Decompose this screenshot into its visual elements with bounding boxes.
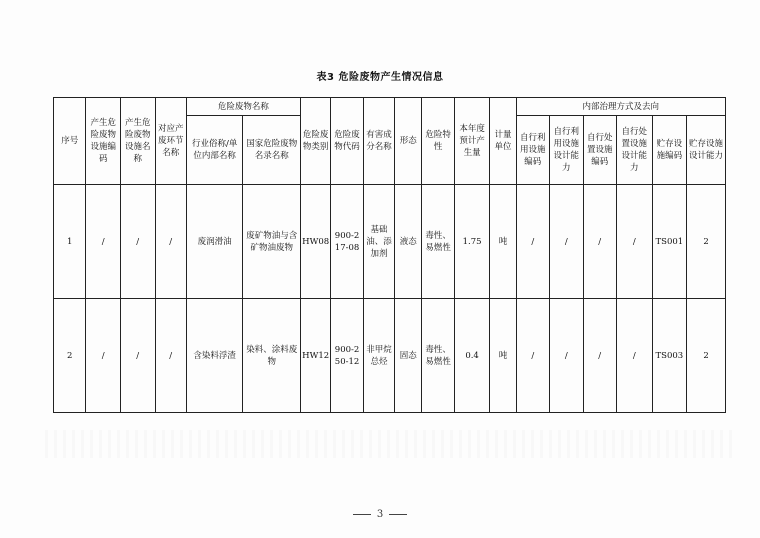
- table-row: [54, 185, 726, 299]
- cell-seq: 2: [54, 299, 86, 413]
- hazardous-waste-table: [53, 97, 726, 413]
- cell-harmful: 非甲烷总烃: [363, 299, 394, 413]
- cell-category: HW12: [300, 299, 330, 413]
- cell-annual: 1.75: [454, 185, 490, 299]
- cell-seq: 1: [54, 185, 86, 299]
- cell-annual: 0.4: [454, 299, 490, 413]
- page-footer: [0, 509, 760, 520]
- cell-national-name: 染料、涂料废物: [243, 299, 301, 413]
- cell-self-dispose-cap: /: [616, 299, 652, 413]
- page-number: 3: [376, 509, 384, 520]
- header-storage-code: 贮存设施编码: [652, 116, 687, 185]
- header-row-1: [54, 98, 726, 116]
- table-title: 表3 危险废物产生情况信息: [316, 72, 444, 83]
- cell-code: 900-250-12: [331, 299, 363, 413]
- bleed-through-shadow: [45, 430, 735, 458]
- header-form: 形态: [395, 98, 422, 185]
- header-facility-code: 产生危险废物设施编码: [86, 98, 121, 185]
- cell-storage-code: TS003: [652, 299, 687, 413]
- header-code: 危险废物代码: [331, 98, 363, 185]
- cell-storage-code: TS001: [652, 185, 687, 299]
- cell-facility-code: /: [86, 299, 121, 413]
- cell-category: HW08: [300, 185, 330, 299]
- cell-unit: 吨: [490, 299, 516, 413]
- header-annual: 本年度预计产生量: [454, 98, 490, 185]
- header-self-use-cap: 自行利用设施设计能力: [550, 116, 583, 185]
- footer-dash-right: [389, 514, 407, 515]
- header-process: 对应产废环节名称: [155, 98, 186, 185]
- cell-industry-name: 含染料浮渣: [186, 299, 243, 413]
- cell-facility-code: /: [86, 185, 121, 299]
- cell-self-use-code: /: [516, 299, 549, 413]
- cell-unit: 吨: [490, 185, 516, 299]
- table-row: [54, 299, 726, 413]
- cell-form: 固态: [395, 299, 422, 413]
- header-harmful: 有害成分名称: [363, 98, 394, 185]
- header-self-dispose-cap: 自行处置设施设计能力: [616, 116, 652, 185]
- header-national-name: 国家危险废物名录名称: [243, 116, 301, 185]
- cell-code: 900-217-08: [331, 185, 363, 299]
- cell-self-use-cap: /: [550, 185, 583, 299]
- cell-property: 毒性、易燃性: [422, 299, 454, 413]
- cell-national-name: 废矿物油与含矿物油废物: [243, 185, 301, 299]
- cell-facility-name: /: [120, 185, 155, 299]
- cell-storage-cap: 2: [687, 299, 726, 413]
- header-unit: 计量单位: [490, 98, 516, 185]
- cell-storage-cap: 2: [687, 185, 726, 299]
- header-facility-name: 产生危险废物设施名称: [120, 98, 155, 185]
- cell-self-use-code: /: [516, 185, 549, 299]
- cell-property: 毒性、易燃性: [422, 185, 454, 299]
- header-seq: 序号: [54, 98, 86, 185]
- cell-facility-name: /: [120, 299, 155, 413]
- footer-dash-left: [353, 514, 371, 515]
- cell-process: /: [155, 185, 186, 299]
- header-internal-group: 内部治理方式及去向: [516, 98, 725, 116]
- header-category: 危险废物类别: [300, 98, 330, 185]
- header-property: 危险特性: [422, 98, 454, 185]
- cell-self-dispose-cap: /: [616, 185, 652, 299]
- header-industry-name: 行业俗称/单位内部名称: [186, 116, 243, 185]
- header-self-dispose-code: 自行处置设施编码: [583, 116, 616, 185]
- cell-industry-name: 废润滑油: [186, 185, 243, 299]
- cell-self-dispose-code: /: [583, 299, 616, 413]
- cell-self-use-cap: /: [550, 299, 583, 413]
- cell-process: /: [155, 299, 186, 413]
- header-storage-cap: 贮存设施设计能力: [687, 116, 726, 185]
- header-self-use-code: 自行利用设施编码: [516, 116, 549, 185]
- cell-harmful: 基础油、添加剂: [363, 185, 394, 299]
- cell-self-dispose-code: /: [583, 185, 616, 299]
- cell-form: 液态: [395, 185, 422, 299]
- header-waste-name-group: 危险废物名称: [186, 98, 300, 116]
